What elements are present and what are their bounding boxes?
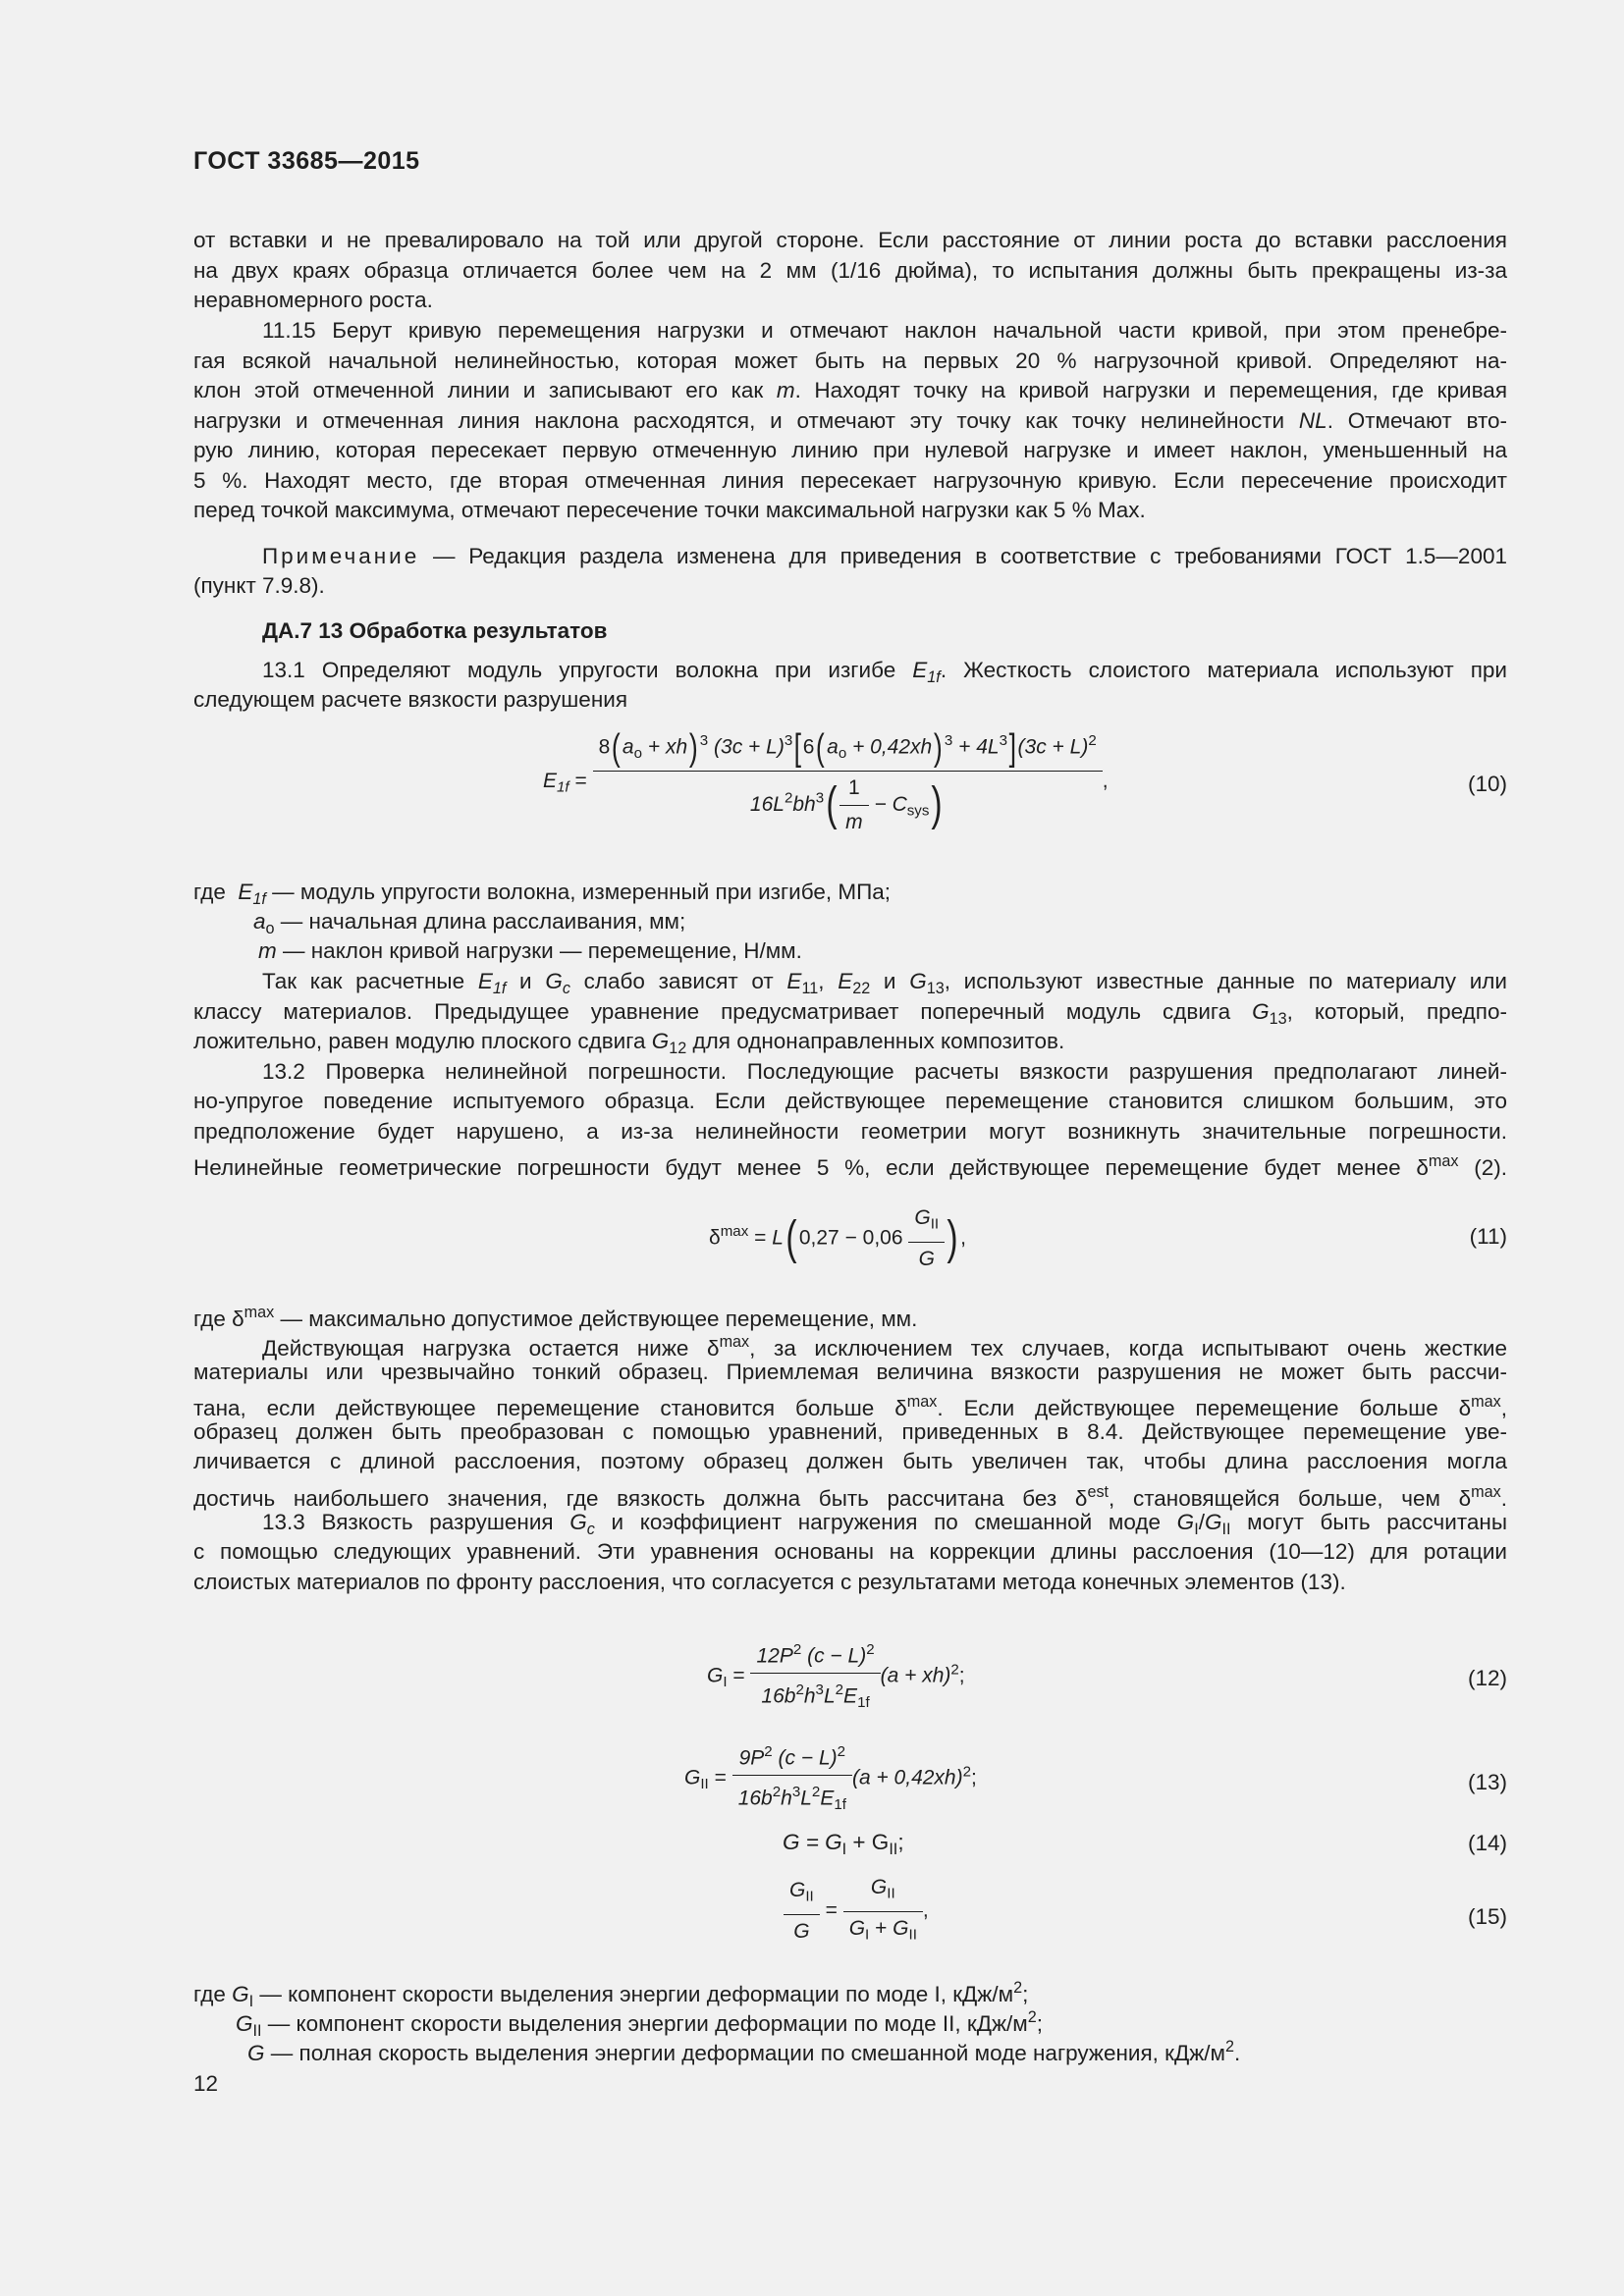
equation-10: $E_{1f}$ = $8(a_o + xh)$ $^3$ $(3c + L)^3[6(a_o + 0,42xh)$ $^3 + 4L^3](3c + L)^2$ $16L^2bh^3$( $\frac{1}{m}$ − $C_{sys}$) , [543, 726, 1109, 833]
text-line: Нелинейные геометрические погрешности будут менее 5 %, если действующее перемещение будет менее $\delta^{max}$ (2). [193, 1152, 1507, 1180]
text-line: тана, если действующее перемещение становится больше $\delta^{max}$. Если действующее перемещение больше $\delta^{max}$, [193, 1393, 1508, 1420]
equation-number-11: (11) [1469, 1224, 1507, 1249]
note: Примечание — Редакция раздела изменена для приведения в соответствие с требованиями ГОСТ 1.5—2001 [262, 544, 1507, 568]
definition-delta-max: где $\delta^{max}$ — максимально допустимое действующее перемещение, мм. [193, 1304, 918, 1331]
definition-g: G — полная скорость выделения энергии деформации по смешанной моде нагружения, кДж/$м^2$. [247, 2038, 1241, 2065]
text-line: перед точкой максимума, отмечают пересечение точки максимальной нагрузки как 5 % Max. [193, 498, 1146, 522]
text-line: 13.3 Вязкость разрушения $G_c$ и коэффициент нагружения по смешанной моде $G_I/G_{II}$ могут быть рассчитаны [262, 1510, 1508, 1538]
page-number: 12 [193, 2071, 219, 2096]
text-line: клон этой отмеченной линии и записывают его как m. Находят точку на кривой нагрузки и перемещения, где кривая [193, 378, 1508, 402]
definition-e1f: где $E_{1f}$ — модуль упругости волокна, измеренный при изгибе, МПа; [193, 880, 892, 908]
text-line: материалы или чрезвычайно тонкий образец. Приемлемая величина вязкости разрушения не может быть рассчи- [193, 1360, 1507, 1384]
text-line: Действующая нагрузка остается ниже $\delta^{max}$, за исключением тех случаев, когда испытывают очень жесткие [262, 1333, 1508, 1361]
equation-12: $G_I$ = $\frac{12P^2 (c - L)^2}{16b^2h^3L^2E_{1f}}$ (a + xh)$^2$; [707, 1637, 965, 1716]
equation-11: $\delta^{max} = L$( 0,27 − 0,06 $\frac{G_{II}}{G}$ ) , [709, 1206, 966, 1270]
text-line: следующем расчете вязкости разрушения [193, 687, 628, 712]
equation-number-14: (14) [1467, 1831, 1507, 1855]
text-line: но-упругое поведение испытуемого образца. Если действующее перемещение становится слишком большим, это [193, 1089, 1507, 1113]
equation-number-13: (13) [1467, 1770, 1507, 1794]
text-line: на двух краях образца отличается более чем на 2 мм (1/16 дюйма), то испытания должны быть прекращены из-за [193, 258, 1507, 283]
text-line: 5 %. Находят место, где вторая отмеченная линия пересекает нагрузочную кривую. Если пересечение происходит [193, 468, 1507, 493]
note-continuation: (пункт 7.9.8). [193, 573, 325, 598]
text-line: слоистых материалов по фронту расслоения, что согласуется с результатами метода конечных элементов (13). [193, 1570, 1346, 1594]
text-line: образец должен быть преобразован с помощью уравнений, приведенных в 8.4. Действующее перемещение уве- [193, 1419, 1507, 1444]
definition-gii: $G_{II}$ — компонент скорости выделения энергии деформации по моде II, кДж/$м^2$; [236, 2008, 1044, 2040]
text-line: предположение будет нарушено, а из-за нелинейности геометрии могут возникнуть значительные погрешности. [193, 1119, 1507, 1144]
definition-ao: $a_o$ — начальная длина расслаивания, мм; [253, 909, 686, 937]
text-line: ложительно, равен модулю плоского сдвига $G_{12}$ для однонаправленных композитов. [193, 1029, 1065, 1057]
text-line: неравномерного роста. [193, 288, 433, 312]
text-line: от вставки и не превалировало на той или другой стороне. Если расстояние от линии роста до вставки расслоения [193, 228, 1507, 252]
section-heading: ДА.7 13 Обработка результатов [262, 618, 608, 643]
text-line: гая всякой начальной нелинейностью, которая может быть на первых 20 % нагрузочной кривой. Определяют на- [193, 348, 1507, 373]
equation-number-10: (10) [1467, 772, 1507, 796]
text-line: нагрузки и отмеченная линия наклона расходятся, и отмечают эту точку как точку нелинейности NL. Отмечают вто- [193, 408, 1507, 433]
text-line: 11.15 Берут кривую перемещения нагрузки и отмечают наклон начальной части кривой, при этом пренебре- [262, 318, 1507, 343]
document-number-header: ГОСТ 33685—2015 [193, 147, 420, 175]
text-line: рую линию, которая пересекает первую отмеченную линию при нулевой нагрузке и имеет наклон, уменьшенный на [193, 438, 1507, 462]
definition-gi: где $G_I$ — компонент скорости выделения энергии деформации по моде I, кДж/$м^2$; [193, 1979, 1029, 2010]
text-line: 13.2 Проверка нелинейной погрешности. Последующие расчеты вязкости разрушения предполагают линей- [262, 1059, 1507, 1084]
text-line: классу материалов. Предыдущее уравнение предусматривает поперечный модуль сдвига $G_{13}$, который, предпо- [193, 999, 1507, 1028]
equation-15: $\frac{G_{II}}{G}$ = $\frac{G_{II}}{G_I + G_{II}}$ , [784, 1875, 929, 1948]
text-line: личивается с длиной расслоения, поэтому образец должен быть увеличен так, чтобы длина расслоения могла [193, 1449, 1507, 1473]
text-line: с помощью следующих уравнений. Эти уравнения основаны на коррекции длины расслоения (10—12) для ротации [193, 1539, 1507, 1564]
note-label: Примечание [262, 544, 420, 568]
equation-13: $G_{II}$ = $\frac{9P^2 (c - L)^2}{16b^2h^3L^2E_{1f}}$ $(a + 0,42xh)^2$; [684, 1739, 977, 1818]
text-line: Так как расчетные $E_{1f}$ и $G_c$ слабо зависят от $E_{11}$, $E_{22}$ и $G_{13}$, используют известные данные по материалу или [262, 969, 1507, 997]
equation-14: $G = G_I + G_{II}$; [783, 1830, 904, 1858]
text-line: достичь наибольшего значения, где вязкость должна быть рассчитана без $\delta^{est}$, становящейся больше, чем $\delta^{max}$. [193, 1483, 1507, 1511]
equation-number-15: (15) [1467, 1904, 1507, 1929]
text-line: 13.1 Определяют модуль упругости волокна при изгибе $E_{1f}$. Жесткость слоистого материала используют при [262, 658, 1507, 686]
definition-m: m — наклон кривой нагрузки — перемещение, Н/мм. [258, 938, 802, 963]
equation-number-12: (12) [1467, 1666, 1507, 1690]
